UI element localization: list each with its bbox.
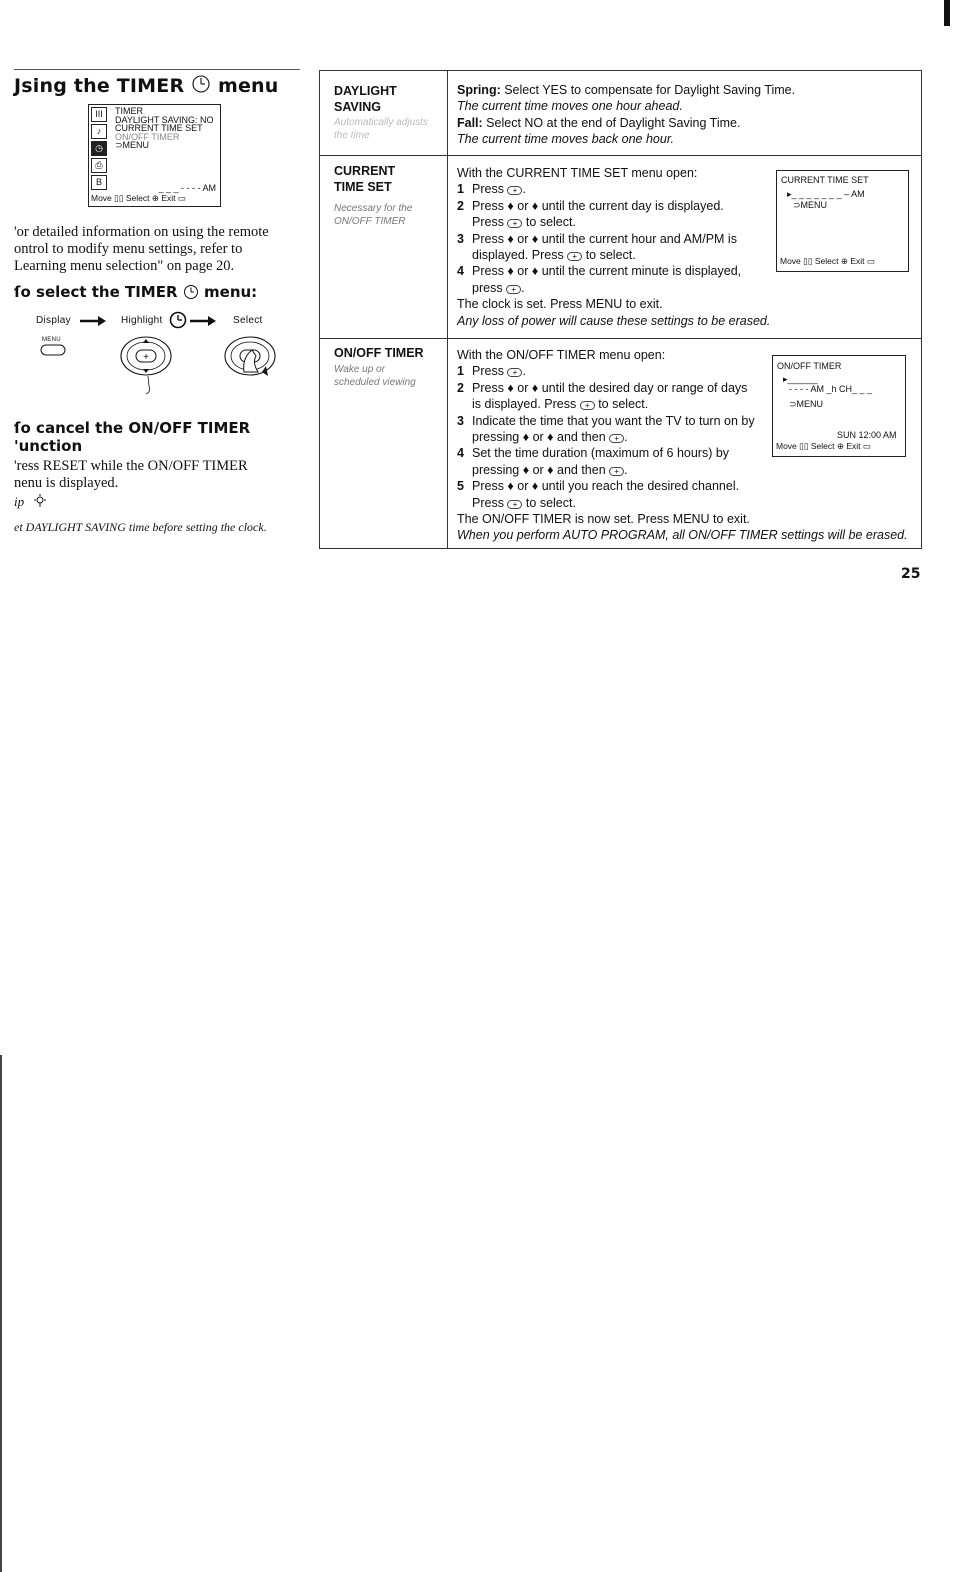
- onoff-timer-head: ON/OFF TIMER: [334, 346, 424, 360]
- current-time-set-head: CURRENT TIME SET: [334, 164, 396, 194]
- joystick-button-icon: +: [609, 434, 624, 443]
- select-timer-heading: ſo select the TIMER menu:: [14, 283, 258, 301]
- cancel-heading-line: 'unction: [14, 437, 83, 455]
- screen-title: ON/OFF TIMER: [777, 361, 842, 371]
- intro-paragraph: [14, 224, 269, 275]
- step-1: 1 Press + .: [457, 364, 526, 379]
- lightbulb-icon: [33, 494, 47, 508]
- cancel-line: nenu is displayed.: [14, 475, 119, 491]
- timer-menu-screen: [88, 104, 221, 207]
- step-select-label: Select: [233, 315, 263, 326]
- menu-time: _ _ _ - - - - AM: [158, 183, 216, 193]
- step-3: 3 Indicate the time that you want the TV to turn on by: [457, 413, 755, 428]
- screen-return-line: ⊃MENU: [793, 200, 828, 210]
- joystick-button-icon: +: [506, 285, 521, 294]
- menu-line-daylight: DAYLIGHT SAVING: NO: [115, 114, 214, 125]
- tip-text: et DAYLIGHT SAVING time before setting the clock.: [14, 520, 267, 534]
- screen-day-line: ▸______: [783, 374, 818, 384]
- remote-steps-diagram: [36, 312, 286, 402]
- step-4: 4 Press ♦ or ♦ until the current minute is displayed,: [457, 264, 742, 279]
- timer-settings-table: [319, 70, 922, 549]
- current-time-set-desc: Necessary for the ON/OFF TIMER: [334, 203, 413, 227]
- heading-rule: [14, 69, 300, 70]
- joystick-highlight-icon: [118, 332, 174, 398]
- screen-time-line: - - - - AM _h CH_ _ _: [789, 384, 873, 394]
- onoff-timer-screen: [772, 355, 906, 457]
- clock-icon: [169, 311, 187, 329]
- menu-line-return: ⊃MENU: [115, 140, 150, 150]
- step-5: 5 Press ♦ or ♦ until you reach the desired channel.: [457, 479, 740, 494]
- menu-button-label: MENU: [42, 337, 61, 343]
- step-done: The ON/OFF TIMER is now set. Press MENU to exit.: [457, 512, 750, 527]
- step-2: 2 Press ♦ or ♦ until the desired day or range of days: [457, 380, 748, 395]
- menu-line-onoff: ON/OFF TIMER: [115, 131, 180, 142]
- arrow-icon: [190, 316, 216, 326]
- step-1: 1 Press + .: [457, 182, 526, 197]
- step-done: The clock is set. Press MENU to exit.: [457, 297, 663, 312]
- screen-footer: Move ▯▯ Select ⊕ Exit ▭: [776, 441, 871, 451]
- screen-clock: SUN 12:00 AM: [837, 430, 897, 440]
- step-2: 2 Press ♦ or ♦ until the current day is displayed.: [457, 198, 724, 213]
- binding-edge-left: [0, 1055, 2, 1572]
- picture-icon: III: [91, 107, 107, 122]
- joystick-select-icon: [222, 332, 278, 382]
- timer-menu-lines: [115, 107, 214, 150]
- svg-text:+: +: [143, 352, 149, 363]
- cancel-line: 'ress RESET while the ON/OFF TIMER: [14, 458, 248, 474]
- intro-line: Learning menu selection" on page 20.: [14, 258, 235, 274]
- step-intro: With the CURRENT TIME SET menu open:: [457, 166, 698, 180]
- menu-line-current: CURRENT TIME SET: [115, 123, 203, 133]
- timer-icon: ◷: [91, 141, 107, 156]
- cancel-timer-heading: [14, 419, 250, 455]
- menu-button-icon: [40, 344, 66, 356]
- joystick-button-icon: +: [609, 467, 624, 476]
- channel-icon: ⎙: [91, 158, 107, 173]
- joystick-button-icon: +: [507, 500, 522, 509]
- step-3: 3 Press ♦ or ♦ until the current hour and AM/PM is: [457, 231, 737, 246]
- current-time-set-screen: [776, 170, 909, 272]
- cancel-heading-line: ſo cancel the ON/OFF TIMER: [14, 419, 251, 437]
- daylight-saving-text: Spring: Select YES to compensate for Daylight Saving Time. The current time moves one hour ahead. Fall: Select NO at the end of Daylight Saving Time. The current time moves back one hour.: [457, 83, 796, 147]
- screen-footer: Move ▯▯ Select ⊕ Exit ▭: [780, 256, 875, 266]
- menu-icon-column: [91, 107, 108, 192]
- screen-return-line: ⊃MENU: [789, 399, 824, 409]
- table-row-divider: [320, 338, 921, 339]
- clock-icon: [191, 74, 211, 94]
- menu-title: TIMER: [115, 106, 143, 116]
- crop-mark-right: [944, 0, 950, 26]
- audio-icon: ♪: [91, 124, 107, 139]
- screen-title: CURRENT TIME SET: [781, 175, 869, 185]
- arrow-icon: [80, 316, 106, 326]
- table-row-divider: [320, 155, 921, 156]
- step-4: 4 Set the time duration (maximum of 6 hours) by: [457, 446, 730, 461]
- current-time-set-steps: With the CURRENT TIME SET menu open: 1 Press + . 2 Press ♦ or ♦ until the current day is displayed. Press + to select. 3 Press ♦ or ♦ until the current hour and AM/PM is displayed. Press + to select. 4 Press ♦ or ♦ until the current minute is displayed, press + . The clock is set. Press MENU to exit. Any loss of power will cause these settings to be erased.: [457, 166, 771, 328]
- intro-line: 'or detailed information on using the remote: [14, 224, 269, 240]
- screen-time-line: ▸_ _ _ _ _ _ _ – AM: [787, 189, 865, 199]
- tip-label: ip: [14, 494, 47, 510]
- joystick-button-icon: +: [507, 186, 522, 195]
- joystick-button-icon: +: [580, 401, 595, 410]
- onoff-timer-steps: With the ON/OFF TIMER menu open: 1 Press + . 2 Press ♦ or ♦ until the desired day or range of days is displayed. Press + to select. 3 Indicate the time that you want the TV to turn on by pressing ♦ or ♦ and then + . 4 Set the time duration (maximum of 6 hours) by pressing ♦ or ♦ and then + . 5 Press ♦ or ♦ until you reach the desired channel. Press + to select. The ON/OFF TIMER is now set. Press MENU to exit. When you perform AUTO PROGRAM, all ON/OFF TIMER settings will be erased.: [457, 348, 908, 543]
- joystick-button-icon: +: [507, 368, 522, 377]
- step-intro: With the ON/OFF TIMER menu open:: [457, 348, 666, 362]
- clock-icon: [183, 284, 199, 300]
- table-column-divider: [447, 71, 448, 548]
- page-heading: Jsing the TIMER menu: [14, 75, 279, 97]
- cancel-paragraph: [14, 458, 248, 492]
- onoff-timer-desc: Wake up or scheduled viewing: [334, 364, 416, 388]
- joystick-button-icon: +: [507, 219, 522, 228]
- joystick-button-icon: +: [567, 252, 582, 261]
- intro-line: ontrol to modify menu settings, refer to: [14, 241, 243, 257]
- daylight-saving-desc: Automatically adjusts the time: [334, 117, 428, 141]
- step-highlight-label: Highlight: [121, 315, 163, 326]
- menu-footer: Move ▯▯ Select ⊕ Exit ▭: [91, 193, 186, 203]
- step-note: Any loss of power will cause these settings to be erased.: [457, 313, 771, 328]
- setup-icon: B: [91, 175, 107, 190]
- step-display-label: Display: [36, 315, 71, 326]
- page-number: 25: [901, 566, 921, 582]
- daylight-saving-head: DAYLIGHT SAVING: [334, 84, 397, 114]
- step-note: When you perform AUTO PROGRAM, all ON/OFF TIMER settings will be erased.: [457, 528, 908, 543]
